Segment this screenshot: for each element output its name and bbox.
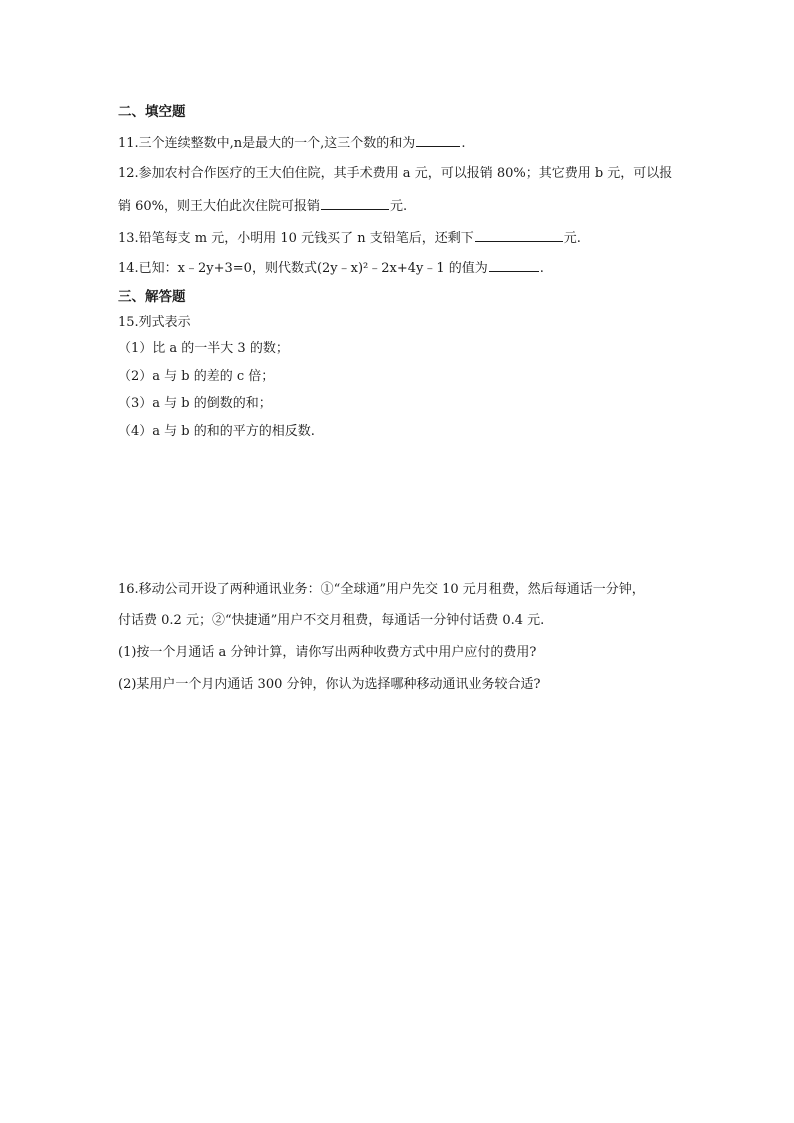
question-11-text: 11.三个连续整数中,n是最大的一个,这三个数的和为 <box>118 136 416 151</box>
question-14-tail: . <box>539 261 544 276</box>
question-13-text: 13.铅笔每支 m 元，小明用 10 元钱买了 n 支铅笔后，还剩下 <box>118 231 474 246</box>
question-11-tail: . <box>461 136 466 151</box>
question-12-text: 销 60%，则王大伯此次住院可报销 <box>118 199 321 214</box>
question-16-line-2: 付话费 0.2 元；②“快捷通”用户不交月租费，每通话一分钟付话费 0.4 元. <box>118 613 545 628</box>
section-heading-answer: 三、解答题 <box>118 289 186 305</box>
question-15-item-4: （4）a 与 b 的和的平方的相反数. <box>118 424 315 439</box>
question-15-item-1: （1）比 a 的一半大 3 的数； <box>118 341 289 356</box>
question-11 <box>118 134 465 152</box>
question-13 <box>118 229 581 247</box>
question-16-sub-1: (1)按一个月通话 a 分钟计算，请你写出两种收费方式中用户应付的费用? <box>118 645 537 660</box>
section-heading-fill-blank: 二、填空题 <box>118 104 186 120</box>
answer-blank-12 <box>321 197 389 210</box>
question-12-line-1: 12.参加农村合作医疗的王大伯住院，其手术费用 a 元，可以报销 80%；其它费用 b 元，可以报 <box>118 166 673 181</box>
answer-blank-13 <box>475 229 563 242</box>
answer-blank-14 <box>489 259 539 272</box>
question-15-item-3: （3）a 与 b 的倒数的和； <box>118 396 272 411</box>
question-13-tail: 元. <box>563 231 581 246</box>
question-12-line-2 <box>118 197 407 215</box>
question-15-item-2: （2）a 与 b 的差的 c 倍； <box>118 369 275 384</box>
answer-blank-11 <box>416 134 460 147</box>
question-16-line-1: 16.移动公司开设了两种通讯业务：①“全球通”用户先交 10 元月租费，然后每通话一分钟， <box>118 582 645 597</box>
question-12-tail: 元. <box>390 199 408 214</box>
question-14 <box>118 259 544 277</box>
question-15-title: 15.列式表示 <box>118 315 191 330</box>
question-16-sub-2: (2)某用户一个月内通话 300 分钟，你认为选择哪种移动通讯业务较合适? <box>118 677 541 692</box>
question-14-text: 14.已知：x﹣2y+3=0，则代数式(2y﹣x)²﹣2x+4y﹣1 的值为 <box>118 261 488 276</box>
